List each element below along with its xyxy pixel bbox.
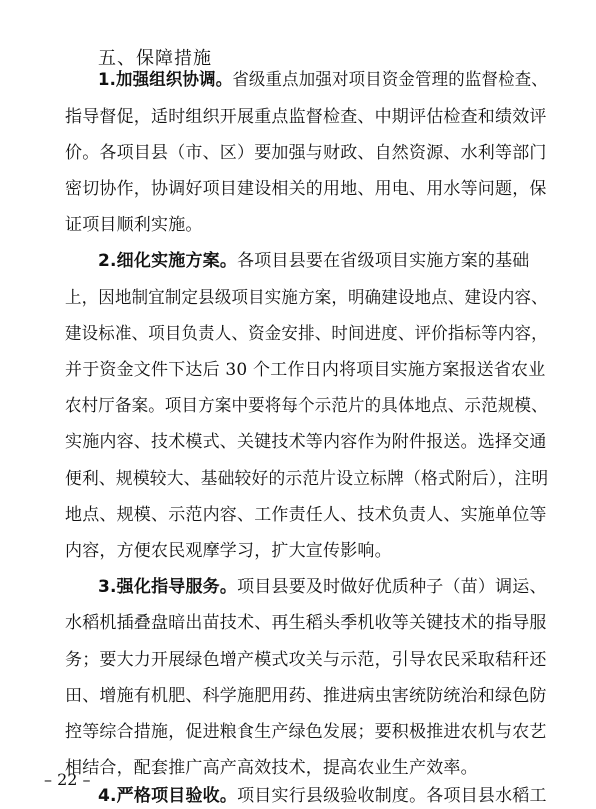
paragraph-2-line-2 bbox=[65, 288, 548, 308]
paragraph-2-lead: 2.细化实施方案。 bbox=[98, 251, 238, 271]
line-text: 水稻机插叠盘暗出苗技术、再生稻头季机收等关键技术的指导服 bbox=[65, 613, 547, 633]
paragraph-3-line-1 bbox=[98, 577, 547, 597]
paragraph-1-line-4 bbox=[65, 179, 547, 199]
paragraph-2-line-4 bbox=[65, 360, 545, 380]
line-text: 控等综合措施，促进粮食生产绿色发展；要积极推进农机与农艺 bbox=[65, 722, 547, 742]
line-text: 农村厅备案。项目方案中要将每个示范片的具体地点、示范规模、 bbox=[65, 396, 548, 416]
paragraph-1-line-2 bbox=[65, 107, 547, 127]
paragraph-2-line-1 bbox=[98, 251, 530, 271]
paragraph-3-line-4 bbox=[65, 686, 547, 706]
line-text: 各项目县要在省级项目实施方案的基础 bbox=[237, 251, 530, 271]
paragraph-2-line-3 bbox=[65, 324, 548, 344]
section-heading: 五、保障措施 bbox=[98, 48, 212, 69]
line-text: 指导督促，适时组织开展重点监督检查、中期评估检查和绩效评 bbox=[65, 107, 547, 127]
paragraph-1-lead: 1.加强组织协调。 bbox=[98, 70, 233, 90]
line-text: 务；要大力开展绿色增产模式攻关与示范，引导农民采取秸秆还 bbox=[65, 650, 547, 670]
paragraph-2-line-6 bbox=[65, 432, 547, 452]
paragraph-1-line-3 bbox=[65, 143, 547, 163]
line-text: 地点、规模、示范内容、工作责任人、技术负责人、实施单位等 bbox=[65, 505, 547, 525]
line-text: 便利、规模较大、基础较好的示范片设立标牌（格式附后），注明 bbox=[65, 469, 549, 489]
line-text: 内容，方便农民观摩学习，扩大宣传影响。 bbox=[65, 541, 392, 561]
line-text: 相结合，配套推广高产高效技术，提高农业生产效率。 bbox=[65, 758, 478, 778]
line-text: 密切协作，协调好项目建设相关的用地、用电、用水等问题，保 bbox=[65, 179, 547, 199]
paragraph-4-line-1 bbox=[98, 786, 547, 806]
line-text: 田、增施有机肥、科学施肥用药、推进病虫害统防统治和绿色防 bbox=[65, 686, 547, 706]
line-text: 项目实行县级验收制度。各项目县水稻工 bbox=[237, 786, 547, 806]
paragraph-2-line-8 bbox=[65, 505, 547, 525]
line-text: 项目县要及时做好优质种子（苗）调运、 bbox=[237, 577, 547, 597]
line-text: 价。各项目县（市、区）要加强与财政、自然资源、水利等部门 bbox=[65, 143, 547, 163]
paragraph-3-line-6 bbox=[65, 758, 478, 778]
paragraph-3-lead: 3.强化指导服务。 bbox=[98, 577, 238, 597]
paragraph-1-line-1 bbox=[98, 70, 548, 90]
line-text: 证项目顺利实施。 bbox=[65, 215, 203, 235]
paragraph-2-line-5 bbox=[65, 396, 548, 416]
line-text: 省级重点加强对项目资金管理的监督检查、 bbox=[232, 70, 548, 90]
page-number: – 22 – bbox=[44, 770, 91, 789]
paragraph-2-line-9 bbox=[65, 541, 392, 561]
line-text: 并于资金文件下达后 30 个工作日内将项目实施方案报送省农业 bbox=[65, 360, 546, 380]
paragraph-1-line-5 bbox=[65, 215, 203, 235]
paragraph-3-line-3 bbox=[65, 650, 547, 670]
line-text: 实施内容、技术模式、关键技术等内容作为附件报送。选择交通 bbox=[65, 432, 547, 452]
line-text: 上，因地制宜制定县级项目实施方案，明确建设地点、建设内容、 bbox=[65, 288, 548, 308]
line-text: 建设标准、项目负责人、资金安排、时间进度、评价指标等内容， bbox=[65, 324, 548, 344]
paragraph-2-line-7 bbox=[65, 469, 548, 489]
paragraph-3-line-5 bbox=[65, 722, 547, 742]
paragraph-4-lead: 4.严格项目验收。 bbox=[98, 786, 238, 806]
paragraph-3-line-2 bbox=[65, 613, 547, 633]
